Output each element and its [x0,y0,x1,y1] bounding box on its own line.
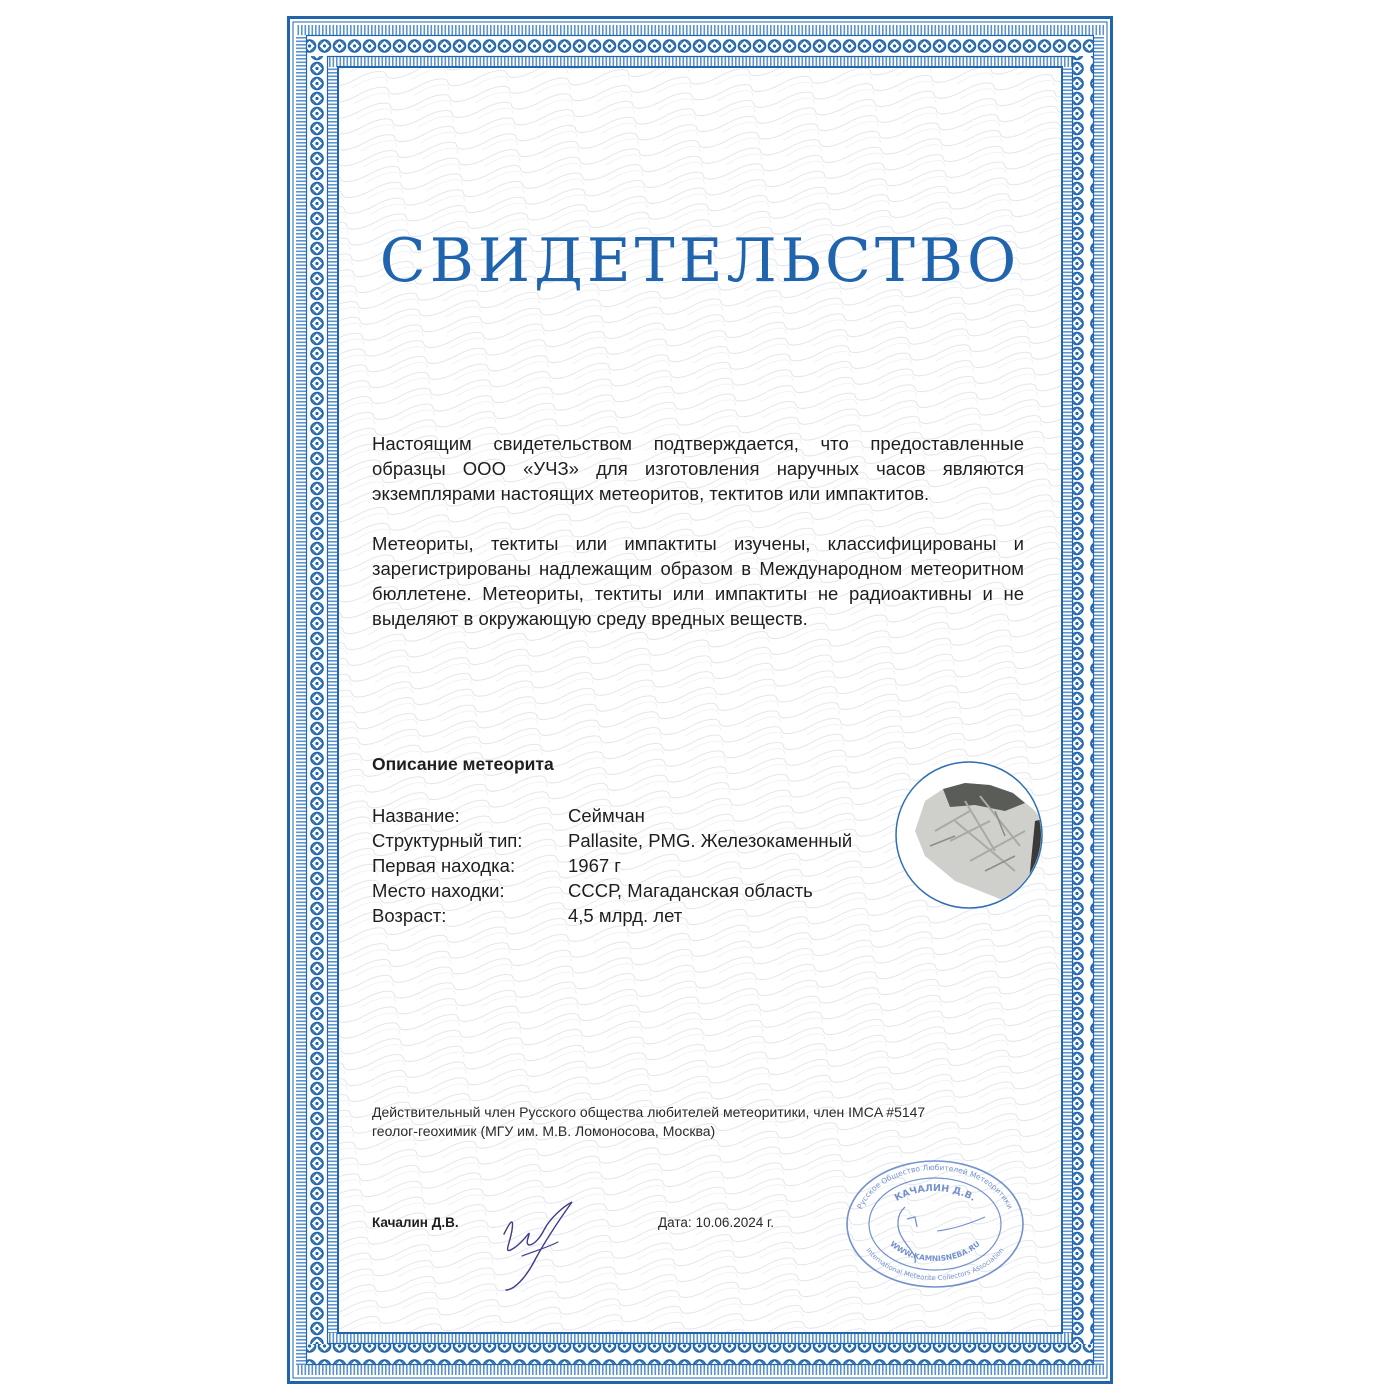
date-value: 10.06.2024 г. [695,1215,774,1230]
spec-value: 1967 г [568,855,622,876]
author-credentials [372,1103,1032,1141]
seal-stamp-icon [845,1159,1025,1289]
stamp-bottom-text: International Meteorite Collectors Association [864,1246,1006,1283]
spec-label: Название: [372,805,460,826]
signer-name: Качалин Д.В. [372,1215,459,1230]
svg-text:WWW.KAMNISNEBA.RU [888,1239,981,1263]
stamp-top-text: Русское Общество Любителей Метеоритики [855,1162,1015,1211]
certificate-title: СВИДЕТЕЛЬСТВО [379,226,1021,296]
certificate [287,16,1113,1384]
spec-value: Pallasite, PMG. Железокаменный [568,830,853,851]
confirmation-paragraph: Настоящим свидетельством подтверждается, что предоставленные образцы ООО «УЧЗ» для изготовления наручных часов являются экземплярами настоящих метеоритов, тектитов или импактитов. [372,433,1024,504]
meteorite-photo-icon [895,761,1043,909]
stamp-name: КАЧАЛИН Д.В. [892,1182,978,1204]
issue-date [658,1215,778,1230]
spec-label: Структурный тип: [372,830,523,851]
credential-line-1: Действительный член Русского общества любителей метеоритики, член IMCA #5147 [372,1104,926,1120]
svg-text:КАЧАЛИН Д.В. [893,1183,978,1204]
classification-paragraph: Метеориты, тектиты или импактиты изучены, классифицированы и зарегистрированы надлежащим образом в Международном метеоритном бюллетене. Метеориты, тектиты или импактиты не радиоактивны и не выделяют в окружающую среду вредных веществ. [372,533,1024,629]
spec-row-age [372,905,852,930]
stamp-site: WWW.KAMNISNEBA.RU [888,1239,982,1264]
spec-label: Место находки: [372,880,505,901]
spec-row-first-find [372,855,852,880]
handwritten-signature-icon [492,1186,592,1296]
spec-row-name [372,805,852,830]
spec-value: Сеймчан [568,805,645,826]
spec-row-structural-type [372,830,852,855]
spec-row-find-location [372,880,852,905]
meteorite-specs [372,805,852,930]
credential-line-2: геолог-геохимик (МГУ им. М.В. Ломоносова, Москва) [372,1123,716,1139]
spec-value: СССР, Магаданская область [568,880,813,901]
date-label: Дата: [658,1215,692,1230]
spec-value: 4,5 млрд. лет [568,905,683,926]
description-heading: Описание метеорита [372,754,554,774]
spec-label: Возраст: [372,905,447,926]
spec-label: Первая находка: [372,855,516,876]
